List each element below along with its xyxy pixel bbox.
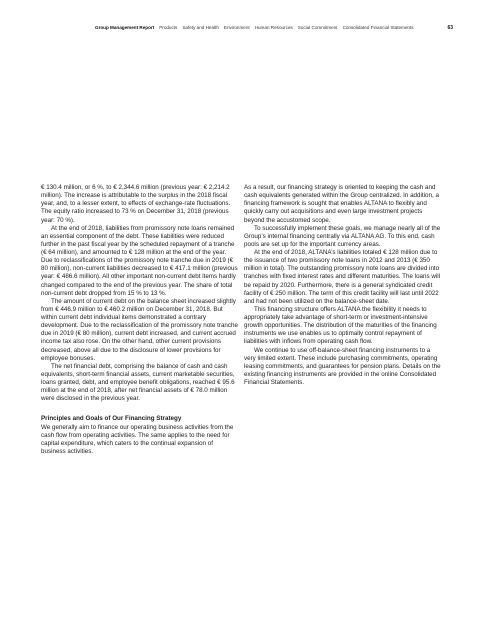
paragraph: We continue to use off-balance-sheet financing instruments to a very limited extent. These include purchasing commitments, operating leasing commitments, and guarantees for pension plans. Details on the existing financing instruments are provided in the online Consolidated Financial Statements. bbox=[244, 346, 441, 386]
page-header bbox=[95, 25, 453, 30]
nav-safety-and-health[interactable]: Safety and Health bbox=[182, 25, 219, 30]
nav-environment[interactable]: Environment bbox=[223, 25, 250, 30]
paragraph: € 130.4 million, or 6 %, to € 2,344.6 million (previous year: € 2,214.2 million). The increase is attributable to the surplus in the 2018 fiscal year, and, to a lesser extent, to effects of exchange-rate fluctuations. The equity ratio increased to 73 % on December 31, 2018 (previous year: 70 %). bbox=[41, 184, 231, 224]
paragraph: This financing structure offers ALTANA the flexibility it needs to appropriately take advantage of short-term or investment-intensive growth opportunities. The distribution of the maturities of the financing instruments we use enables us to optimally control repayment of liabilities with inflows from operating cash flow. bbox=[244, 305, 437, 346]
paragraph: We generally aim to finance our operating business activities from the cash flow from operating activities. The same applies to the need for capital expenditure, which caters to the continual expansion of business activities. bbox=[41, 423, 234, 455]
section-heading: Principles and Goals of Our Financing Strategy bbox=[41, 415, 182, 423]
paragraph: At the end of 2018, liabilities from promissory note loans remained an essential component of the debt. These liabilities were reduced further in the past fiscal year by the scheduled repayment of a tranche (€ 64 million), and amounted to € 128 million at the end of the year. Due to reclassifications of the promissory note tranche due in 2019 (€ 80 million), non-current liabilities decreased to € 417.1 million (previous year: € 486.6 million). All other important non-current debt items hardly changed compared to the end of the previous year. The share of total non-current debt dropped from 15 % to 13 %. bbox=[41, 224, 238, 297]
paragraph: As a result, our financing strategy is oriented to keeping the cash and cash equivalents generated within the Group centralized. In addition, a financing framework is sought that enables ALTANA to flexibly and quickly carry out acquisitions and even large investment projects beyond the accustomed scope. bbox=[244, 184, 439, 224]
page-number: 63 bbox=[447, 24, 453, 31]
nav-consolidated-financial-statements[interactable]: Consolidated Financial Statements bbox=[342, 25, 414, 30]
paragraph: To successfully implement these goals, we manage nearly all of the Group’s internal financing centrally via ALTANA AG. To this end, cash pools are set up for the important currency areas. bbox=[244, 224, 441, 248]
nav-human-resources[interactable]: Human Resources bbox=[254, 25, 293, 30]
paragraph: At the end of 2018, ALTANA’s liabilities totaled € 128 million due to the issuance of two promissory note loans in 2012 and 2013 (€ 350 million in total). The outstanding promissory note loans are divided into tranches with fixed interest rates and different maturities. The loans will be repaid by 2020. Furthermore, there is a general syndicated credit facility of € 250 million. The term of this credit facility will last until 2022 and had not been utilized on the balance-sheet date. bbox=[244, 249, 441, 305]
right-column bbox=[244, 184, 441, 387]
paragraph: The net financial debt, comprising the balance of cash and cash equivalents, short-term financial assets, current marketable securities, loans granted, debt, and employee benefit obligations, reached € 95.6 million at the end of 2018, after net financial assets of € 78.0 million were disclosed in the previous year. bbox=[41, 362, 235, 403]
paragraph: The amount of current debt on the balance sheet increased slightly from € 446.9 million to € 460.2 million on December 31, 2018. But within current debt individual items demonstrated a contrary development. Due to the reclassification of the promissory note tranche due in 2019 (€ 80 million), current debt increased, and current accrued income tax also rose. On the other hand, other current provisions decreased, above all due to the disclosure of lower provisions for employee bonuses. bbox=[41, 297, 238, 362]
nav-group-management-report[interactable]: Group Management Report bbox=[95, 25, 155, 30]
nav-products[interactable]: Products bbox=[159, 25, 178, 30]
nav-social-commitment[interactable]: Social Commitment bbox=[297, 25, 338, 30]
left-column bbox=[41, 184, 238, 456]
